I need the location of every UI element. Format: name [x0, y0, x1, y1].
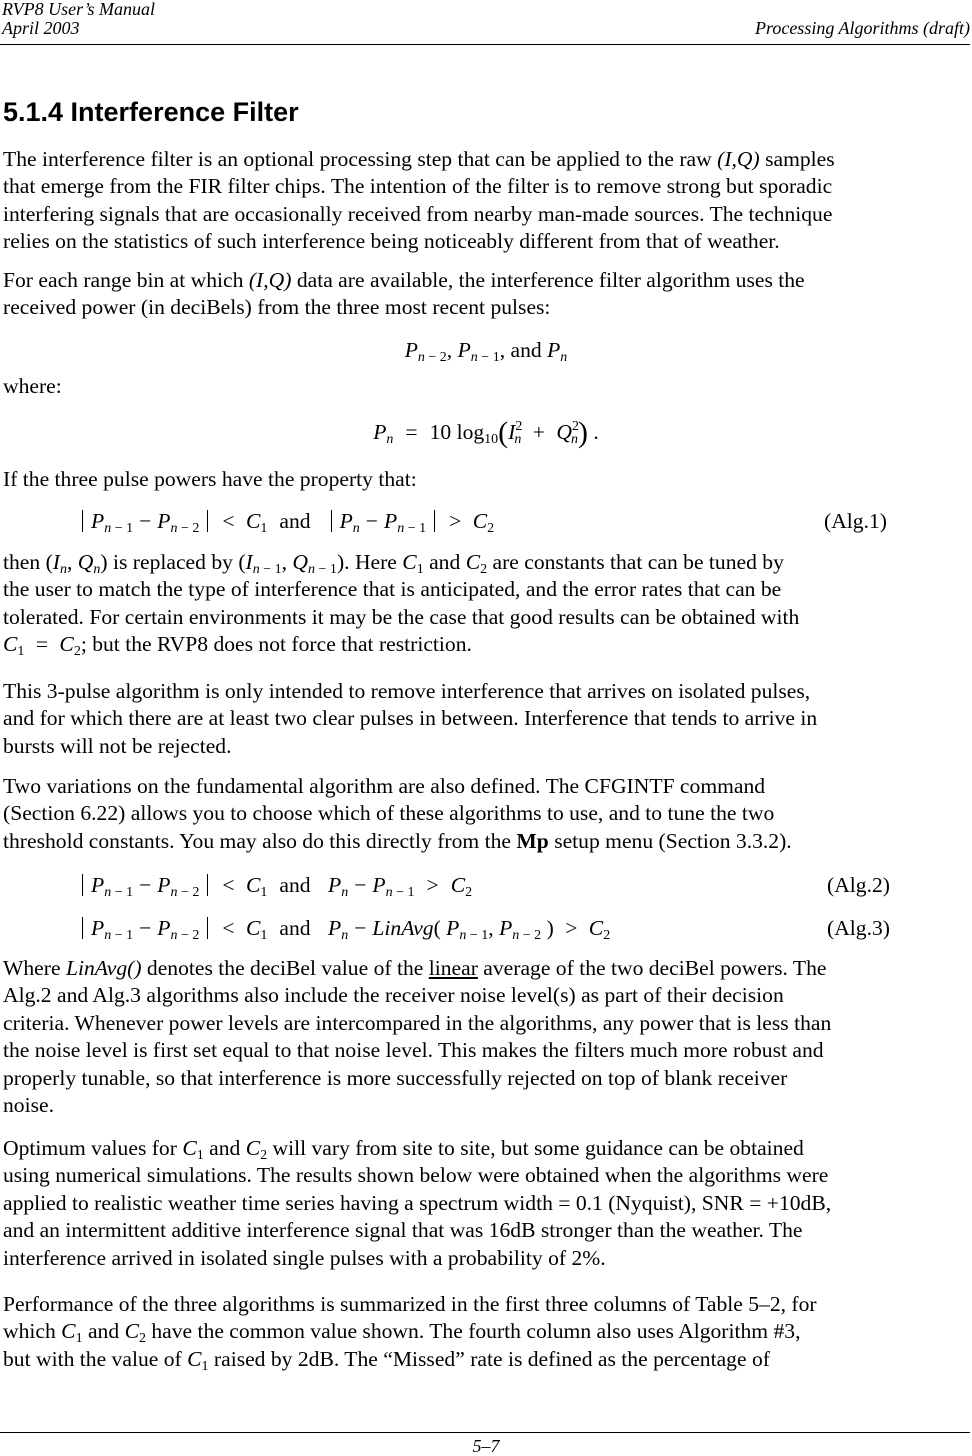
paragraph-linavg: Where LinAvg() denotes the deciBel value of the linear average of the two deciBel powers. The Alg.2 and Alg.3 algorithms also include the receiver noise level(s) as part of their decision criteria. Whenever power levels are intercompared in the algorithms, any power that is less than the noise level is first set equal to that noise level. This makes the filters much more robust and properly tunable, so that interference is more successfully rejected on top of blank receiver noise.: [3, 956, 832, 1118]
page-number: 5–7: [472, 1436, 500, 1456]
label-alg2: (Alg.2): [827, 873, 890, 897]
equation-alg2: $P_{n - 1} - P_{n - 2} < C_1$ and $P_n - P_{n - 1} > C_2$: [82, 870, 472, 900]
paragraph-intro: The interference filter is an optional processing step that can be applied to the raw (I,Q) samples that emerge from the FIR filter chips. The intention of the filter is to remove strong but sporadic interfering signals that are occasionally received from nearby man-made sources. The technique relies on the statistics of such interference being noticeably different from that of weather.: [3, 147, 835, 254]
footer-rule: [0, 1432, 970, 1433]
paragraph-optimum: Optimum values for $C_1$ and $C_2$ will vary from site to site, but some guidance can be obtained using numerical simulations. The results shown below were obtained when the algorithms were applied to realistic weather time series having a spectrum width = 0.1 (Nyquist), SNR = +10dB, and an intermittent additive interference signal that was 16dB stronger than the weather. The interference arrived in isolated single pulses with a probability of 2%.: [3, 1136, 832, 1270]
paragraph-range-bin: For each range bin at which (I,Q) data are available, the interference filter algorithm uses the received power (in deciBels) from the three most recent pulses:: [3, 268, 805, 320]
label-alg3: (Alg.3): [827, 916, 890, 940]
manual-title: RVP8 User’s Manual: [2, 0, 155, 19]
paragraph-performance: Performance of the three algorithms is summarized in the first three columns of Table 5–2, for which $C_1$ and $C_2$ have the common value shown. The fourth column also uses Algorithm #3, but with the value of $C_1$ raised by 2dB. The “Missed” rate is defined as the percentage of: [3, 1292, 817, 1374]
label-alg1: (Alg.1): [824, 509, 887, 533]
header-section: Processing Algorithms (draft): [755, 18, 970, 38]
paragraph-replace: then ($I_n$, $Q_n$) is replaced by ($I_{n - 1}$, $Q_{n - 1}$). Here $C_1$ and $C_2$ are constants that can be tuned by the user to match the type of interference that is anticipated, and the error rates that can be tolerated. For certain environments it may be the case that good results can be obtained with $C_1 = C_2$; but the RVP8 does not force that restriction.: [3, 550, 800, 660]
equation-alg1: $P_{n - 1} - P_{n - 2} < C_1$ and $P_n - P_{n - 1} > C_2$: [82, 506, 494, 536]
paragraph-three-pulse: This 3-pulse algorithm is only intended to remove interference that arrives on isolated pulses, and for which there are at least two clear pulses in between. Interference that tends to arrive in bursts will not be rejected.: [3, 679, 818, 758]
header-left: [2, 0, 155, 38]
paragraph-variations: Two variations on the fundamental algorithm are also defined. The CFGINTF command (Section 6.22) allows you to choose which of these algorithms to use, and to tune the two threshold constants. You may also do this directly from the Mp setup menu (Section 3.3.2).: [3, 774, 792, 853]
manual-date: April 2003: [2, 18, 80, 38]
equation-alg3: $P_{n - 1} - P_{n - 2} < C_1$ and $P_n$ − LinAvg( $P_{n - 1}$, $P_{n - 2}$ ) > $C_2$: [82, 913, 610, 943]
where-label: where:: [3, 374, 62, 398]
property-line: If the three pulse powers have the property that:: [3, 467, 417, 491]
page-header: [0, 0, 970, 45]
section-title: 5.1.4 Interference Filter: [3, 97, 299, 127]
equation-power: $P_n = 10$ $\log_{10}(I^2_n + Q^2_n)$ .: [373, 416, 599, 449]
equation-pulses: $P_{n - 2}$, $P_{n - 1}$, and $P_n$: [404, 338, 568, 365]
